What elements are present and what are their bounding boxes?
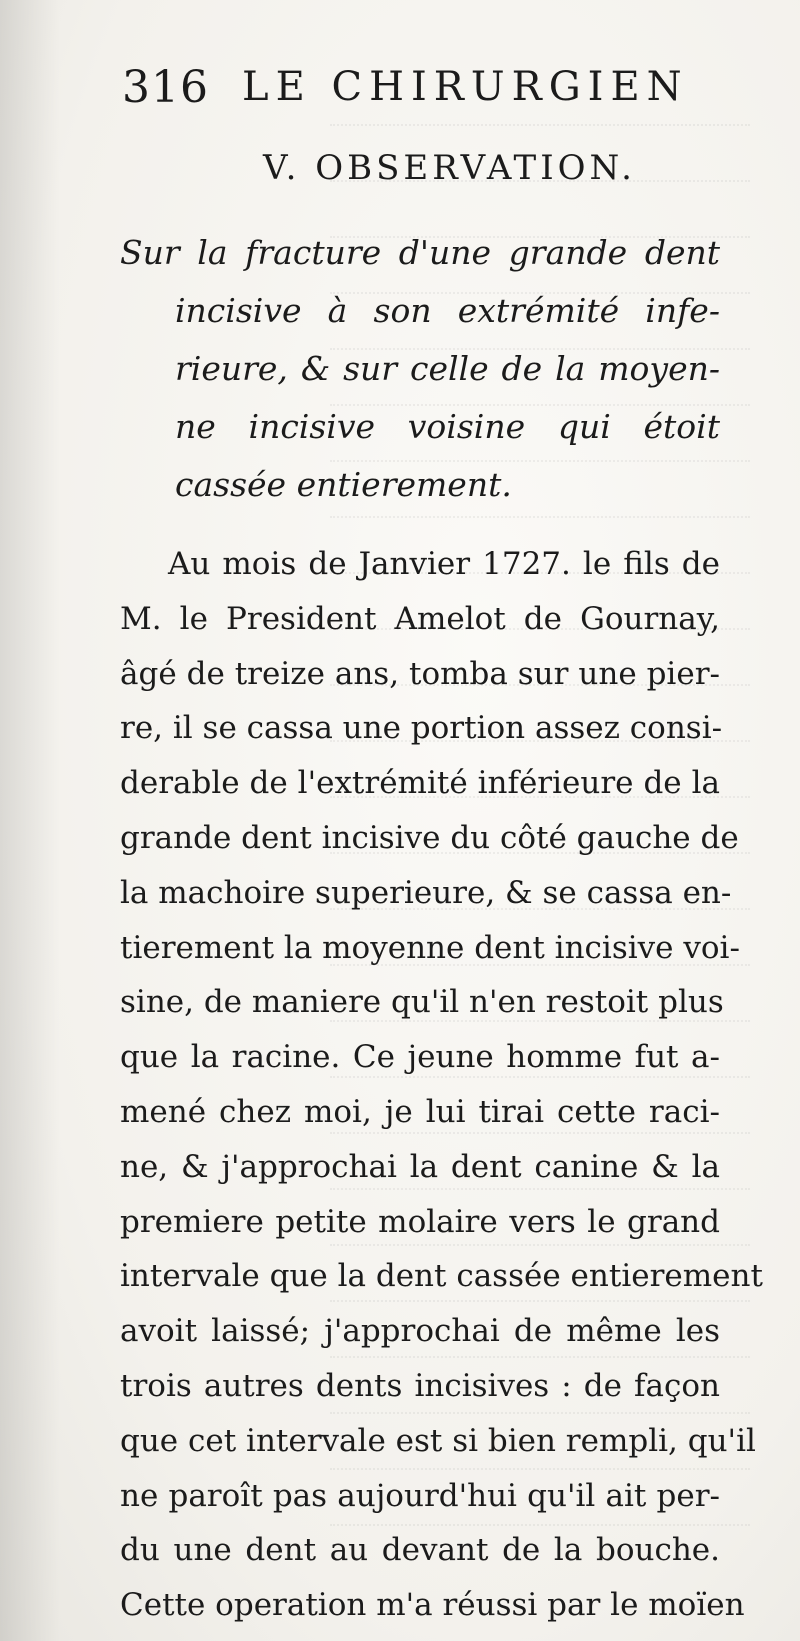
body-line: que la racine. Ce jeune homme fut a-	[120, 1039, 720, 1076]
observation-subtitle	[120, 224, 720, 514]
body-line: ne paroît pas aujourd'hui qu'il ait per-	[120, 1477, 720, 1514]
body-line: mené chez moi, je lui tirai cette raci-	[120, 1093, 720, 1130]
body-line: re, il se cassa une portion assez consi-	[120, 710, 723, 747]
subtitle-line: cassée entierement.	[175, 465, 512, 504]
body-line: M. le President Amelot de Gournay,	[120, 600, 720, 637]
page-number: 316	[122, 62, 209, 113]
subtitle-line: incisive à son extrémité infe-	[175, 291, 720, 330]
body-line: Cette operation m'a réussi par le moïen	[120, 1587, 745, 1624]
running-title: LE CHIRURGIEN	[242, 64, 689, 110]
body-line: Au mois de Janvier 1727. le fils de	[168, 546, 720, 582]
body-line: derable de l'extrémité inférieure de la	[120, 765, 720, 802]
body-line: grande dent incisive du côté gauche de	[120, 819, 739, 856]
body-line: âgé de treize ans, tomba sur une pier-	[120, 655, 720, 692]
gutter-shadow	[0, 0, 60, 1641]
body-line: ne, & j'approchai la dent canine & la	[120, 1148, 720, 1185]
body-line: sine, de maniere qu'il n'en restoit plus	[120, 984, 724, 1021]
body-line: avoit laissé; j'approchai de même les	[120, 1313, 720, 1350]
body-line: trois autres dents incisives : de façon	[120, 1367, 720, 1404]
body-line: tierement la moyenne dent incisive voi-	[120, 929, 740, 966]
subtitle-line: Sur la fracture d'une grande dent	[120, 233, 720, 272]
subtitle-line: ne incisive voisine qui étoit	[175, 407, 720, 446]
body-line: la machoire superieure, & se cassa en-	[120, 874, 732, 911]
body-paragraph	[120, 537, 763, 1633]
observation-heading: V. OBSERVATION.	[263, 148, 636, 188]
body-line: intervale que la dent cassée entierement	[120, 1258, 763, 1295]
body-line: du une dent au devant de la bouche.	[120, 1532, 720, 1569]
body-line: que cet intervale est si bien rempli, qu'il	[120, 1422, 756, 1459]
page-header	[122, 62, 692, 112]
body-line: premiere petite molaire vers le grand	[120, 1203, 720, 1240]
subtitle-line: rieure, & sur celle de la moyen-	[175, 349, 720, 388]
